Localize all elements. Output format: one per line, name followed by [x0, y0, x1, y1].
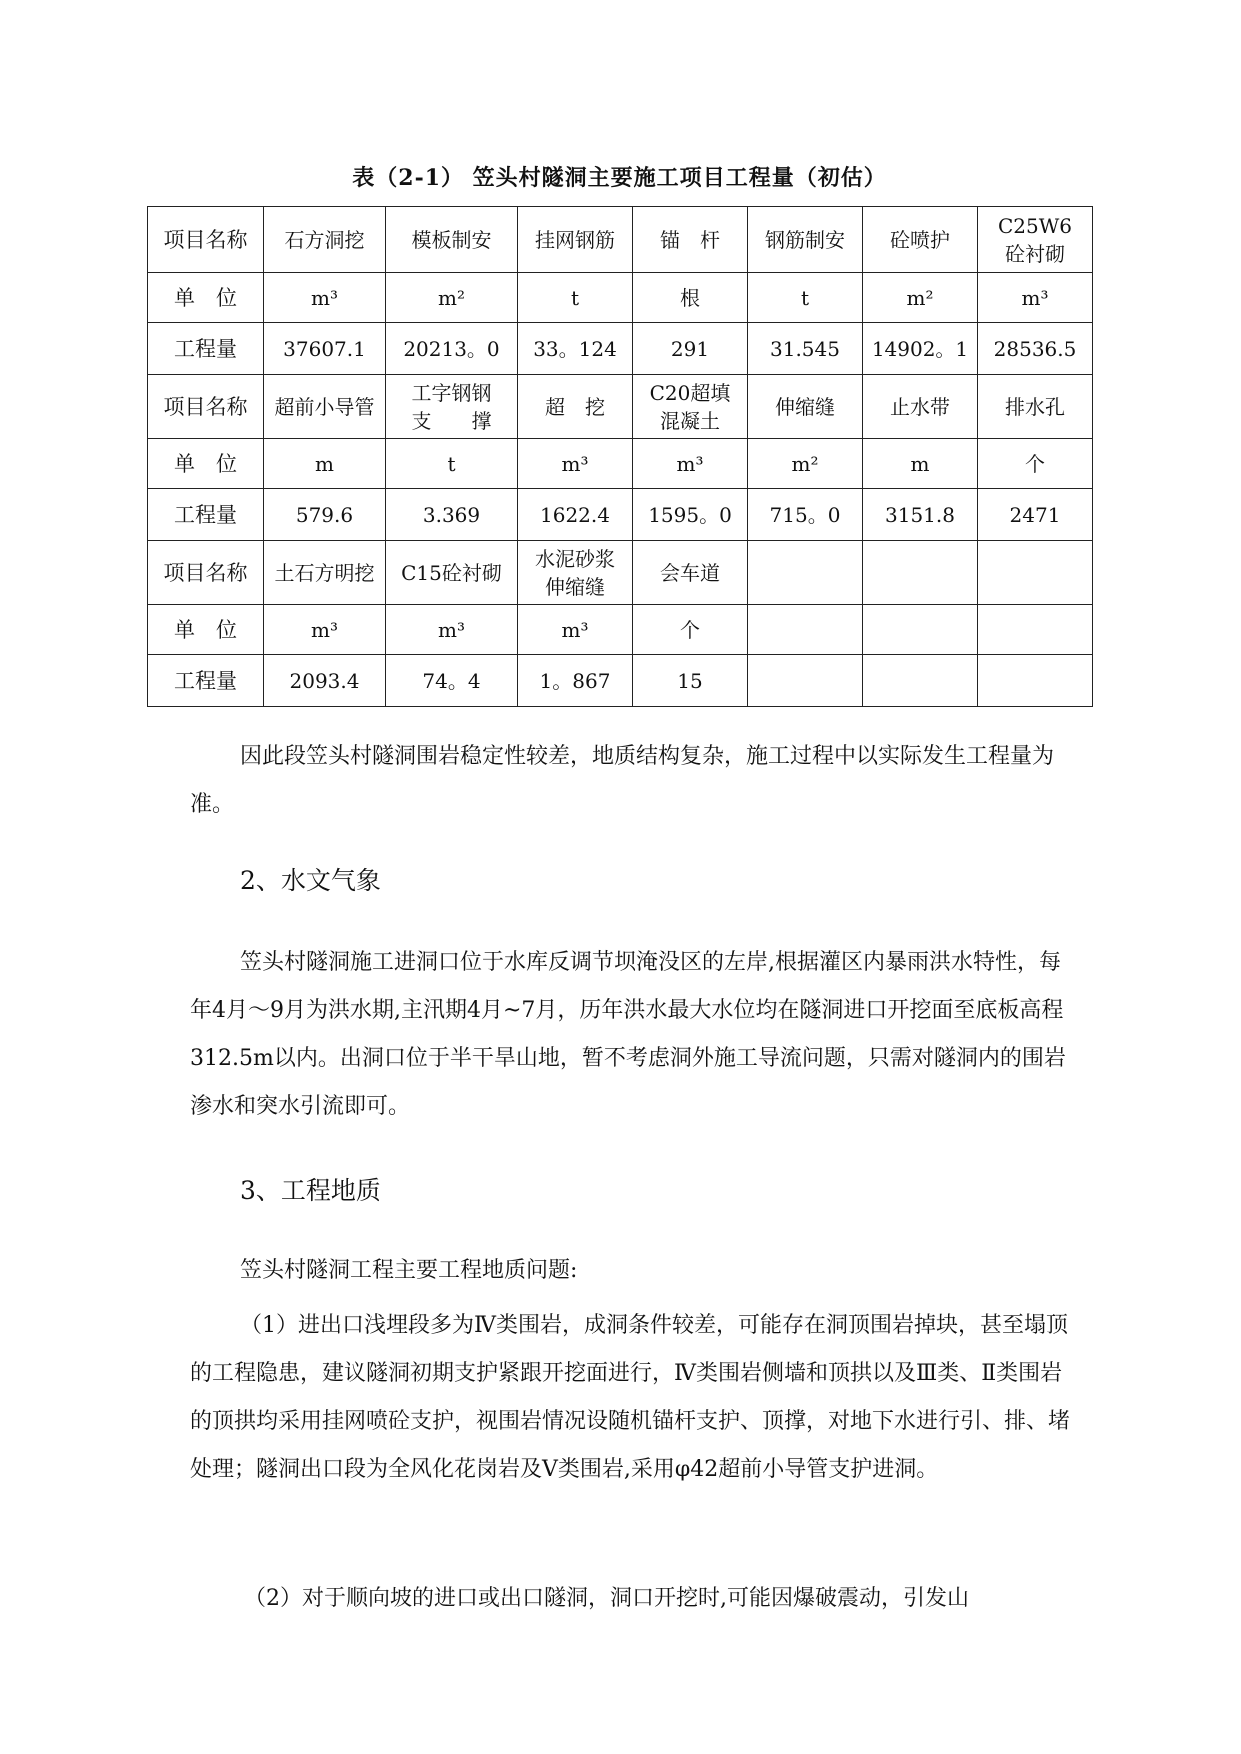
table-cell-text: m³	[1021, 285, 1049, 310]
table-row	[148, 323, 1093, 375]
table-cell	[386, 655, 518, 707]
table-cell-text: 工字钢钢	[411, 380, 492, 405]
table-cell	[748, 489, 863, 541]
table-cell	[863, 541, 978, 605]
table-cell-text: t	[570, 285, 580, 310]
table-cell-text: t	[447, 451, 456, 476]
table-cell-text: C15砼衬砌	[401, 560, 502, 585]
table-cell	[386, 273, 518, 323]
table-cell	[264, 605, 386, 655]
section-heading-geology: 3、工程地质	[240, 1176, 381, 1205]
table-row-header-cell	[148, 605, 264, 655]
table-cell	[633, 489, 748, 541]
table-cell	[386, 541, 518, 605]
table-row-header-cell	[148, 655, 264, 707]
table-row	[148, 541, 1093, 605]
table-cell	[748, 273, 863, 323]
table-cell-text: 1。867	[539, 668, 611, 693]
table-title: 表（2-1） 笠头村隧洞主要施工项目工程量（初估）	[352, 165, 887, 191]
table-cell	[264, 323, 386, 375]
table-row	[148, 273, 1093, 323]
table-cell-text: 28536.5	[993, 336, 1077, 361]
section-heading-hydrology: 2、水文气象	[240, 866, 381, 895]
table-cell-text: m³	[676, 451, 704, 476]
table-cell-text: C25W6	[997, 213, 1073, 238]
table-row-header-cell	[148, 207, 264, 273]
table-cell	[264, 273, 386, 323]
table-row-header-cell	[148, 375, 264, 439]
paragraph-geology-intro	[190, 1247, 1070, 1295]
table-cell-text: 挂网钢筋	[535, 227, 615, 252]
table-cell-text: 单 位	[174, 285, 237, 310]
table-cell-text: m³	[561, 617, 589, 642]
table-cell-text: 根	[680, 285, 700, 310]
table-cell	[386, 323, 518, 375]
paragraph-geology-item-2	[190, 1575, 1070, 1623]
table-cell	[518, 489, 633, 541]
table-cell	[748, 655, 863, 707]
table-cell-text: 会车道	[660, 560, 720, 585]
table-cell-text: 项目名称	[163, 394, 248, 419]
table-cell	[264, 375, 386, 439]
table-cell-text: 锚 杆	[660, 227, 720, 252]
table-cell	[633, 273, 748, 323]
table-cell-text: 291	[670, 336, 710, 361]
table-row-header-cell	[148, 439, 264, 489]
paragraph-geology-item-1	[190, 1302, 1070, 1494]
table-cell	[264, 207, 386, 273]
table-cell	[518, 605, 633, 655]
table-cell-text: 超 挖	[545, 394, 605, 419]
table-cell	[264, 489, 386, 541]
table-cell	[863, 375, 978, 439]
table-cell-text: 31.545	[770, 336, 840, 361]
table-cell	[978, 541, 1093, 605]
table-cell-text: 钢筋制安	[765, 227, 845, 252]
table-cell	[633, 439, 748, 489]
table-cell-text: 14902。1	[871, 336, 969, 361]
table-cell	[863, 605, 978, 655]
table-cell-text: 15	[677, 668, 703, 693]
paragraph-1-text: 因此段笠头村隧洞围岩稳定性较差，地质结构复杂，施工过程中以实际发生工程量为准。	[190, 744, 1055, 817]
table-cell	[863, 273, 978, 323]
table-cell	[863, 439, 978, 489]
table-cell-text: m²	[791, 451, 819, 476]
table-cell-text: m³	[311, 617, 338, 642]
table-cell	[633, 207, 748, 273]
table-cell-text: 个	[1025, 451, 1045, 476]
table-cell	[748, 375, 863, 439]
table-cell	[863, 207, 978, 273]
table-cell-text: 3.369	[422, 502, 481, 527]
paragraph-geology-item-2-text: （2）对于顺向坡的进口或出口隧洞，洞口开挖时,可能因爆破震动，引发山	[244, 1586, 969, 1611]
quantity-table	[147, 206, 1093, 707]
table-cell-text: 579.6	[295, 502, 354, 527]
paragraph-hydrology-text: 笠头村隧洞施工进洞口位于水库反调节坝淹没区的左岸,根据灌区内暴雨洪水特性，每年4月～9月为洪水期,主汛期4月~7月，历年洪水最大水位均在隧洞进口开挖面至底板高程312.5m以内。出洞口位于半干旱山地，暂不考虑洞外施工导流问题，只需对隧洞内的围岩渗水和突水引流即可。	[190, 950, 1066, 1119]
table-cell	[863, 323, 978, 375]
table-row-header-cell	[148, 323, 264, 375]
table-row	[148, 207, 1093, 273]
table-cell-text: 石方洞挖	[284, 227, 365, 252]
table-cell	[386, 375, 518, 439]
table-cell	[748, 207, 863, 273]
table-cell-text: 单 位	[174, 617, 237, 642]
table-cell-text: 1622.4	[540, 502, 610, 527]
paragraph-hydrology	[190, 939, 1070, 1131]
table-cell	[978, 323, 1093, 375]
table-cell	[863, 655, 978, 707]
table-cell-text: 74。4	[422, 668, 481, 693]
table-cell	[978, 605, 1093, 655]
table-cell	[518, 541, 633, 605]
table-cell	[386, 489, 518, 541]
table-cell	[386, 605, 518, 655]
table-cell-text: m³	[561, 451, 589, 476]
table-cell	[978, 207, 1093, 273]
table-cell	[518, 655, 633, 707]
paragraph-1	[190, 733, 1070, 829]
table-cell-text: 土石方明挖	[274, 560, 375, 585]
table-cell-text: 砼喷护	[890, 227, 950, 252]
table-cell-text: 个	[680, 617, 700, 642]
table-cell	[863, 489, 978, 541]
table-cell-text: 支 撑	[411, 408, 492, 433]
table-cell-text: 2471	[1009, 502, 1061, 527]
table-cell	[386, 207, 518, 273]
table-cell-text: 水泥砂浆	[535, 546, 615, 571]
table-cell-text: m	[910, 451, 930, 476]
table-cell	[264, 541, 386, 605]
table-cell-text: m³	[438, 617, 465, 642]
table-cell-text: m²	[906, 285, 934, 310]
table-cell-text: 3151.8	[885, 502, 955, 527]
table-cell	[264, 439, 386, 489]
table-cell-text: 工程量	[174, 336, 237, 361]
table-cell-text: 37607.1	[283, 336, 366, 361]
table-cell-text: 模板制安	[411, 227, 492, 252]
paragraph-geology-item-1-text: （1）进出口浅埋段多为Ⅳ类围岩，成洞条件较差，可能存在洞顶围岩掉块，甚至塌顶的工程隐患，建议隧洞初期支护紧跟开挖面进行，Ⅳ类围岩侧墙和顶拱以及Ⅲ类、Ⅱ类围岩的顶拱均采用挂网喷砼支护，视围岩情况设随机锚杆支护、顶撑，对地下水进行引、排、堵处理；隧洞出口段为全风化花岗岩及Ⅴ类围岩,采用φ42超前小导管支护进洞。	[190, 1313, 1071, 1482]
table-cell-text: 排水孔	[1005, 394, 1065, 419]
table-cell	[978, 273, 1093, 323]
table-cell-text: 伸缩缝	[545, 574, 605, 599]
table-cell-text: 715。0	[769, 502, 841, 527]
table-cell	[978, 489, 1093, 541]
table-cell	[518, 439, 633, 489]
table-cell-text: 单 位	[174, 451, 237, 476]
table-cell-text: C20超填	[649, 380, 731, 405]
table-cell-text: 工程量	[174, 668, 237, 693]
table-row	[148, 489, 1093, 541]
table-cell	[748, 541, 863, 605]
table-cell	[633, 541, 748, 605]
table-cell-text: m³	[311, 285, 338, 310]
table-cell	[518, 207, 633, 273]
table-cell	[264, 655, 386, 707]
table-cell	[633, 323, 748, 375]
table-cell	[748, 439, 863, 489]
table-cell-text: m²	[438, 285, 465, 310]
table-cell-text: 33。124	[533, 336, 617, 361]
table-cell-text: t	[800, 285, 810, 310]
table-cell	[633, 655, 748, 707]
paragraph-geology-intro-text: 笠头村隧洞工程主要工程地质问题:	[240, 1258, 578, 1283]
table-cell-text: 混凝土	[660, 408, 720, 433]
table-cell-text: m	[315, 451, 334, 476]
table-row	[148, 605, 1093, 655]
table-cell-text: 项目名称	[163, 560, 248, 585]
table-cell	[633, 605, 748, 655]
table-cell	[518, 323, 633, 375]
table-row	[148, 375, 1093, 439]
table-row	[148, 439, 1093, 489]
table-cell-text: 2093.4	[289, 668, 360, 693]
table-cell-text: 项目名称	[163, 227, 248, 252]
table-cell	[518, 273, 633, 323]
table-cell-text: 工程量	[174, 502, 237, 527]
table-row-header-cell	[148, 541, 264, 605]
table-cell	[386, 439, 518, 489]
table-cell-text: 超前小导管	[274, 394, 375, 419]
table-row	[148, 655, 1093, 707]
table-cell	[633, 375, 748, 439]
table-cell-text: 1595。0	[648, 502, 732, 527]
table-cell-text: 止水带	[890, 394, 950, 419]
table-row-header-cell	[148, 273, 264, 323]
table-cell	[748, 605, 863, 655]
table-row-header-cell	[148, 489, 264, 541]
table-cell	[518, 375, 633, 439]
table-cell	[978, 655, 1093, 707]
table-cell	[978, 439, 1093, 489]
table-cell-text: 砼衬砌	[1005, 241, 1065, 266]
table-cell	[978, 375, 1093, 439]
table-cell-text: 伸缩缝	[775, 394, 835, 419]
table-cell	[748, 323, 863, 375]
table-cell-text: 20213。0	[403, 336, 500, 361]
